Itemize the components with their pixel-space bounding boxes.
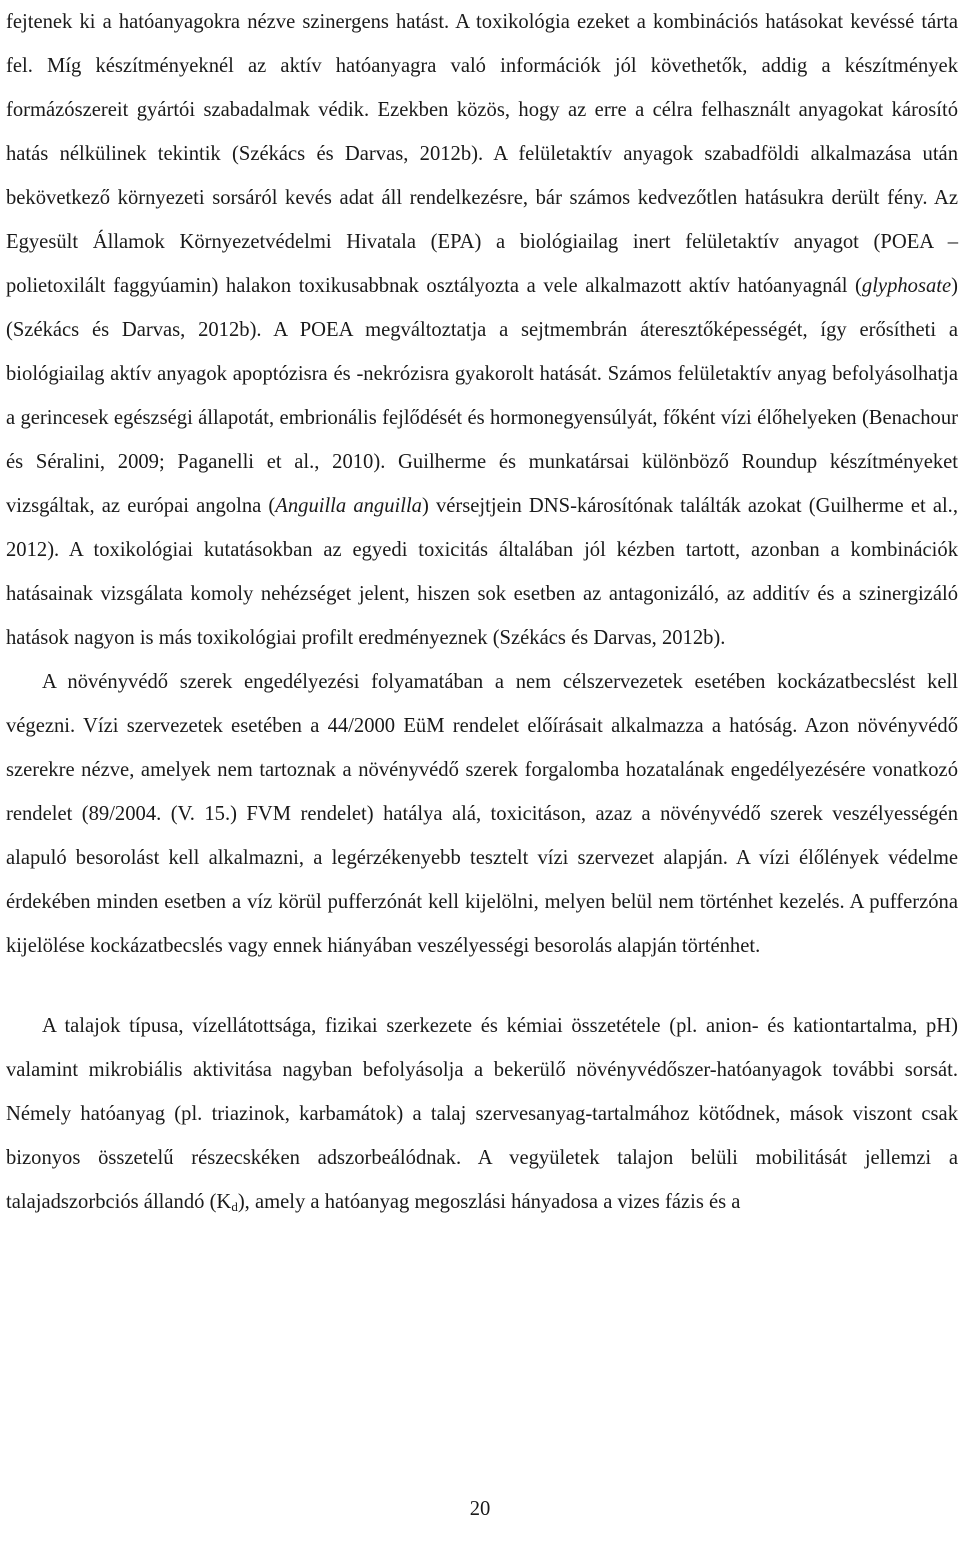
- document-page: [6, 0, 958, 1224]
- subscript-d: d: [231, 1199, 238, 1214]
- paragraph-authorization-process: [6, 660, 958, 968]
- italic-term-anguilla: Anguilla anguilla: [275, 495, 422, 517]
- page-number: 20: [469, 1498, 491, 1520]
- text-segment: A növényvédő szerek engedélyezési folyamatában a nem célszervezetek esetében kockázatbecslést kell végezni. Vízi szervezetek esetében a 44/2000 EüM rendelet előírásait alkalmazza a hatóság. Azon növényvédő szerekre nézve, amelyek nem tartoznak a növényvédő szerek forgalomba hozatalának engedélyezésére vonatkozó rendelet (89/2004. (V. 15.) FVM rendelet) hatálya alá, toxicitáson, azaz a növényvédő szerek veszélyességén alapuló besorolást kell alkalmazni, a legérzékenyebb tesztelt vízi szervezet alapján. A vízi élőlények védelme érdekében minden esetben a víz körül pufferzónát kell kijelölni, melyen belül nem történhet kezelés. A pufferzóna kijelölése kockázatbecslés vagy ennek hiányában veszélyességi besorolás alapján történhet.: [6, 671, 958, 957]
- text-segment: ), amely a hatóanyag megoszlási hányadosa a vizes fázis és a: [237, 1191, 741, 1213]
- text-segment: ) vérsejtjein DNS-károsítónak találták azokat (Guilherme et al., 2012). A toxikológiai kutatásokban az egyedi toxicitás általában jól kézben tartott, azonban a kombinációk hatásainak vizsgálata komoly nehézséget jelent, hiszen sok esetben az antagonizáló, az additív és a szinergizáló hatások nagyon is más toxikológiai profilt eredményeznek (Székács és Darvas, 2012b).: [6, 495, 958, 649]
- text-segment: ) (Székács és Darvas, 2012b). A POEA megváltoztatja a sejtmembrán áteresztőképességét, így erősítheti a biológiailag aktív anyagok apoptózisra és -nekrózisra gyakorolt hatását. Számos felületaktív anyag befolyásolhatja a gerincesek egészségi állapotát, embrionális fejlődését és hormonegyensúlyát, főként vízi élőhelyeken (Benachour és Séralini, 2009; Paganelli et al., 2010). Guilherme és munkatársai különböző Roundup készítményeket vizsgáltak, az európai angolna (: [6, 275, 958, 517]
- italic-term-glyphosate: glyphosate: [861, 275, 952, 297]
- text-segment: A talajok típusa, vízellátottsága, fizikai szerkezete és kémiai összetétele (pl. anion- és kationtartalma, pH) valamint mikrobiális aktivitása nagyban befolyásolja a bekerülő növényvédőszer-hatóanyagok további sorsát. Némely hatóanyag (pl. triazinok, karbamátok) a talaj szervesanyag-tartalmához kötődnek, mások viszont csak bizonyos összetelű részecskéken adszorbeálódnak. A vegyületek talajon belüli mobilitását jellemzi a talajadszorbciós állandó (K: [6, 1015, 958, 1213]
- paragraph-soil-properties: [6, 1004, 958, 1224]
- paragraph-surfactant-toxicity: [6, 0, 958, 660]
- text-segment: fejtenek ki a hatóanyagokra nézve szinergens hatást. A toxikológia ezeket a kombinációs hatásokat kevéssé tárta fel. Míg készítményeknél az aktív hatóanyagra való információk jól követhetők, addig a készítmények formázószereit gyártói szabadalmak védik. Ezekben közös, hogy az erre a célra felhasznált anyagokat károsító hatás nélkülinek tekintik (Székács és Darvas, 2012b). A felületaktív anyagok szabadföldi alkalmazása után bekövetkező környezeti sorsáról kevés adat áll rendelkezésre, bár számos kedvezőtlen hatásukra derült fény. Az Egyesült Államok Környezetvédelmi Hivatala (EPA) a biológiailag inert felületaktív anyagot (POEA – polietoxilált faggyúamin) halakon toxikusabbnak osztályozta a vele alkalmazott aktív hatóanyagnál (: [6, 11, 958, 297]
